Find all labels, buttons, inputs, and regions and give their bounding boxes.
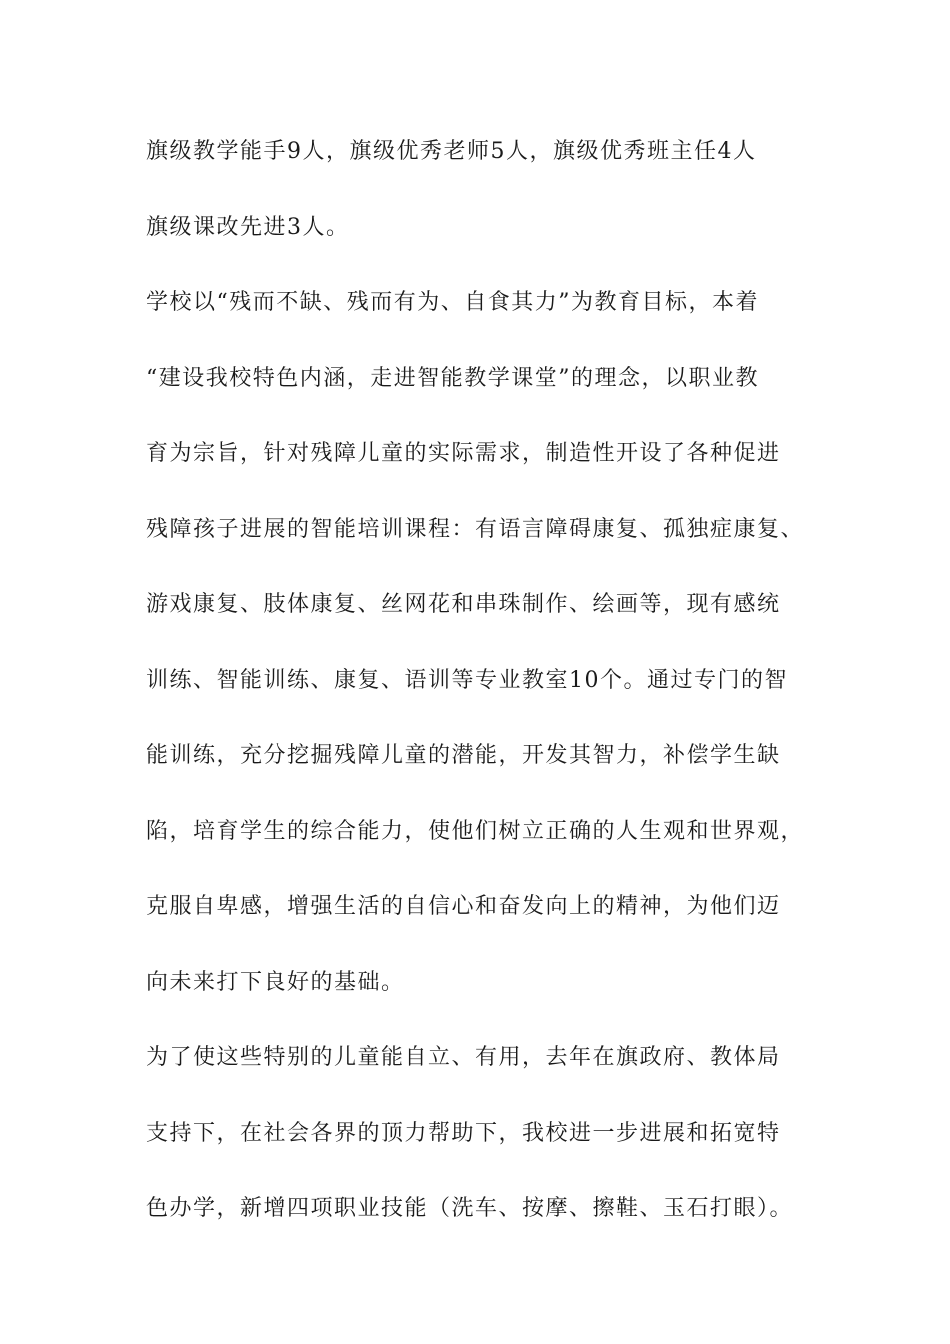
text-line: 残障孩子进展的智能培训课程：有语言障碍康复、孤独症康复、 xyxy=(146,516,805,542)
text-line: 学校以“残而不缺、残而有为、自食其力”为教育目标，本着 xyxy=(146,290,759,315)
text-line: 训练、智能训练、康复、语训等专业教室10个。通过专门的智 xyxy=(146,667,788,693)
text-line: 克服自卑感，增强生活的自信心和奋发向上的精神，为他们迈 xyxy=(146,894,781,919)
text-line: 育为宗旨，针对残障儿童的实际需求，制造性开设了各种促进 xyxy=(146,441,781,466)
body-text xyxy=(146,128,836,1261)
text-line: 游戏康复、肢体康复、丝网花和串珠制作、绘画等，现有感统 xyxy=(146,592,781,617)
text-line: 向未来打下良好的基础。 xyxy=(146,969,405,995)
text-line: 能训练，充分挖掘残障儿童的潜能，开发其智力，补偿学生缺 xyxy=(146,743,781,768)
text-line: 旗级课改先进3人。 xyxy=(146,214,350,240)
text-line: 色办学，新增四项职业技能（洗车、按摩、擦鞋、玉石打眼）。 xyxy=(146,1196,794,1221)
text-line: 陷，培育学生的综合能力，使他们树立正确的人生观和世界观， xyxy=(146,818,805,844)
text-line: “建设我校特色内涵，走进智能教学课堂”的理念，以职业教 xyxy=(146,365,759,391)
text-line: 为了使这些特别的儿童能自立、有用，去年在旗政府、教体局 xyxy=(146,1045,781,1070)
text-line: 支持下，在社会各界的顶力帮助下，我校进一步进展和拓宽特 xyxy=(146,1120,781,1146)
text-line: 旗级教学能手9人，旗级优秀老师5人，旗级优秀班主任4人 xyxy=(146,139,757,164)
